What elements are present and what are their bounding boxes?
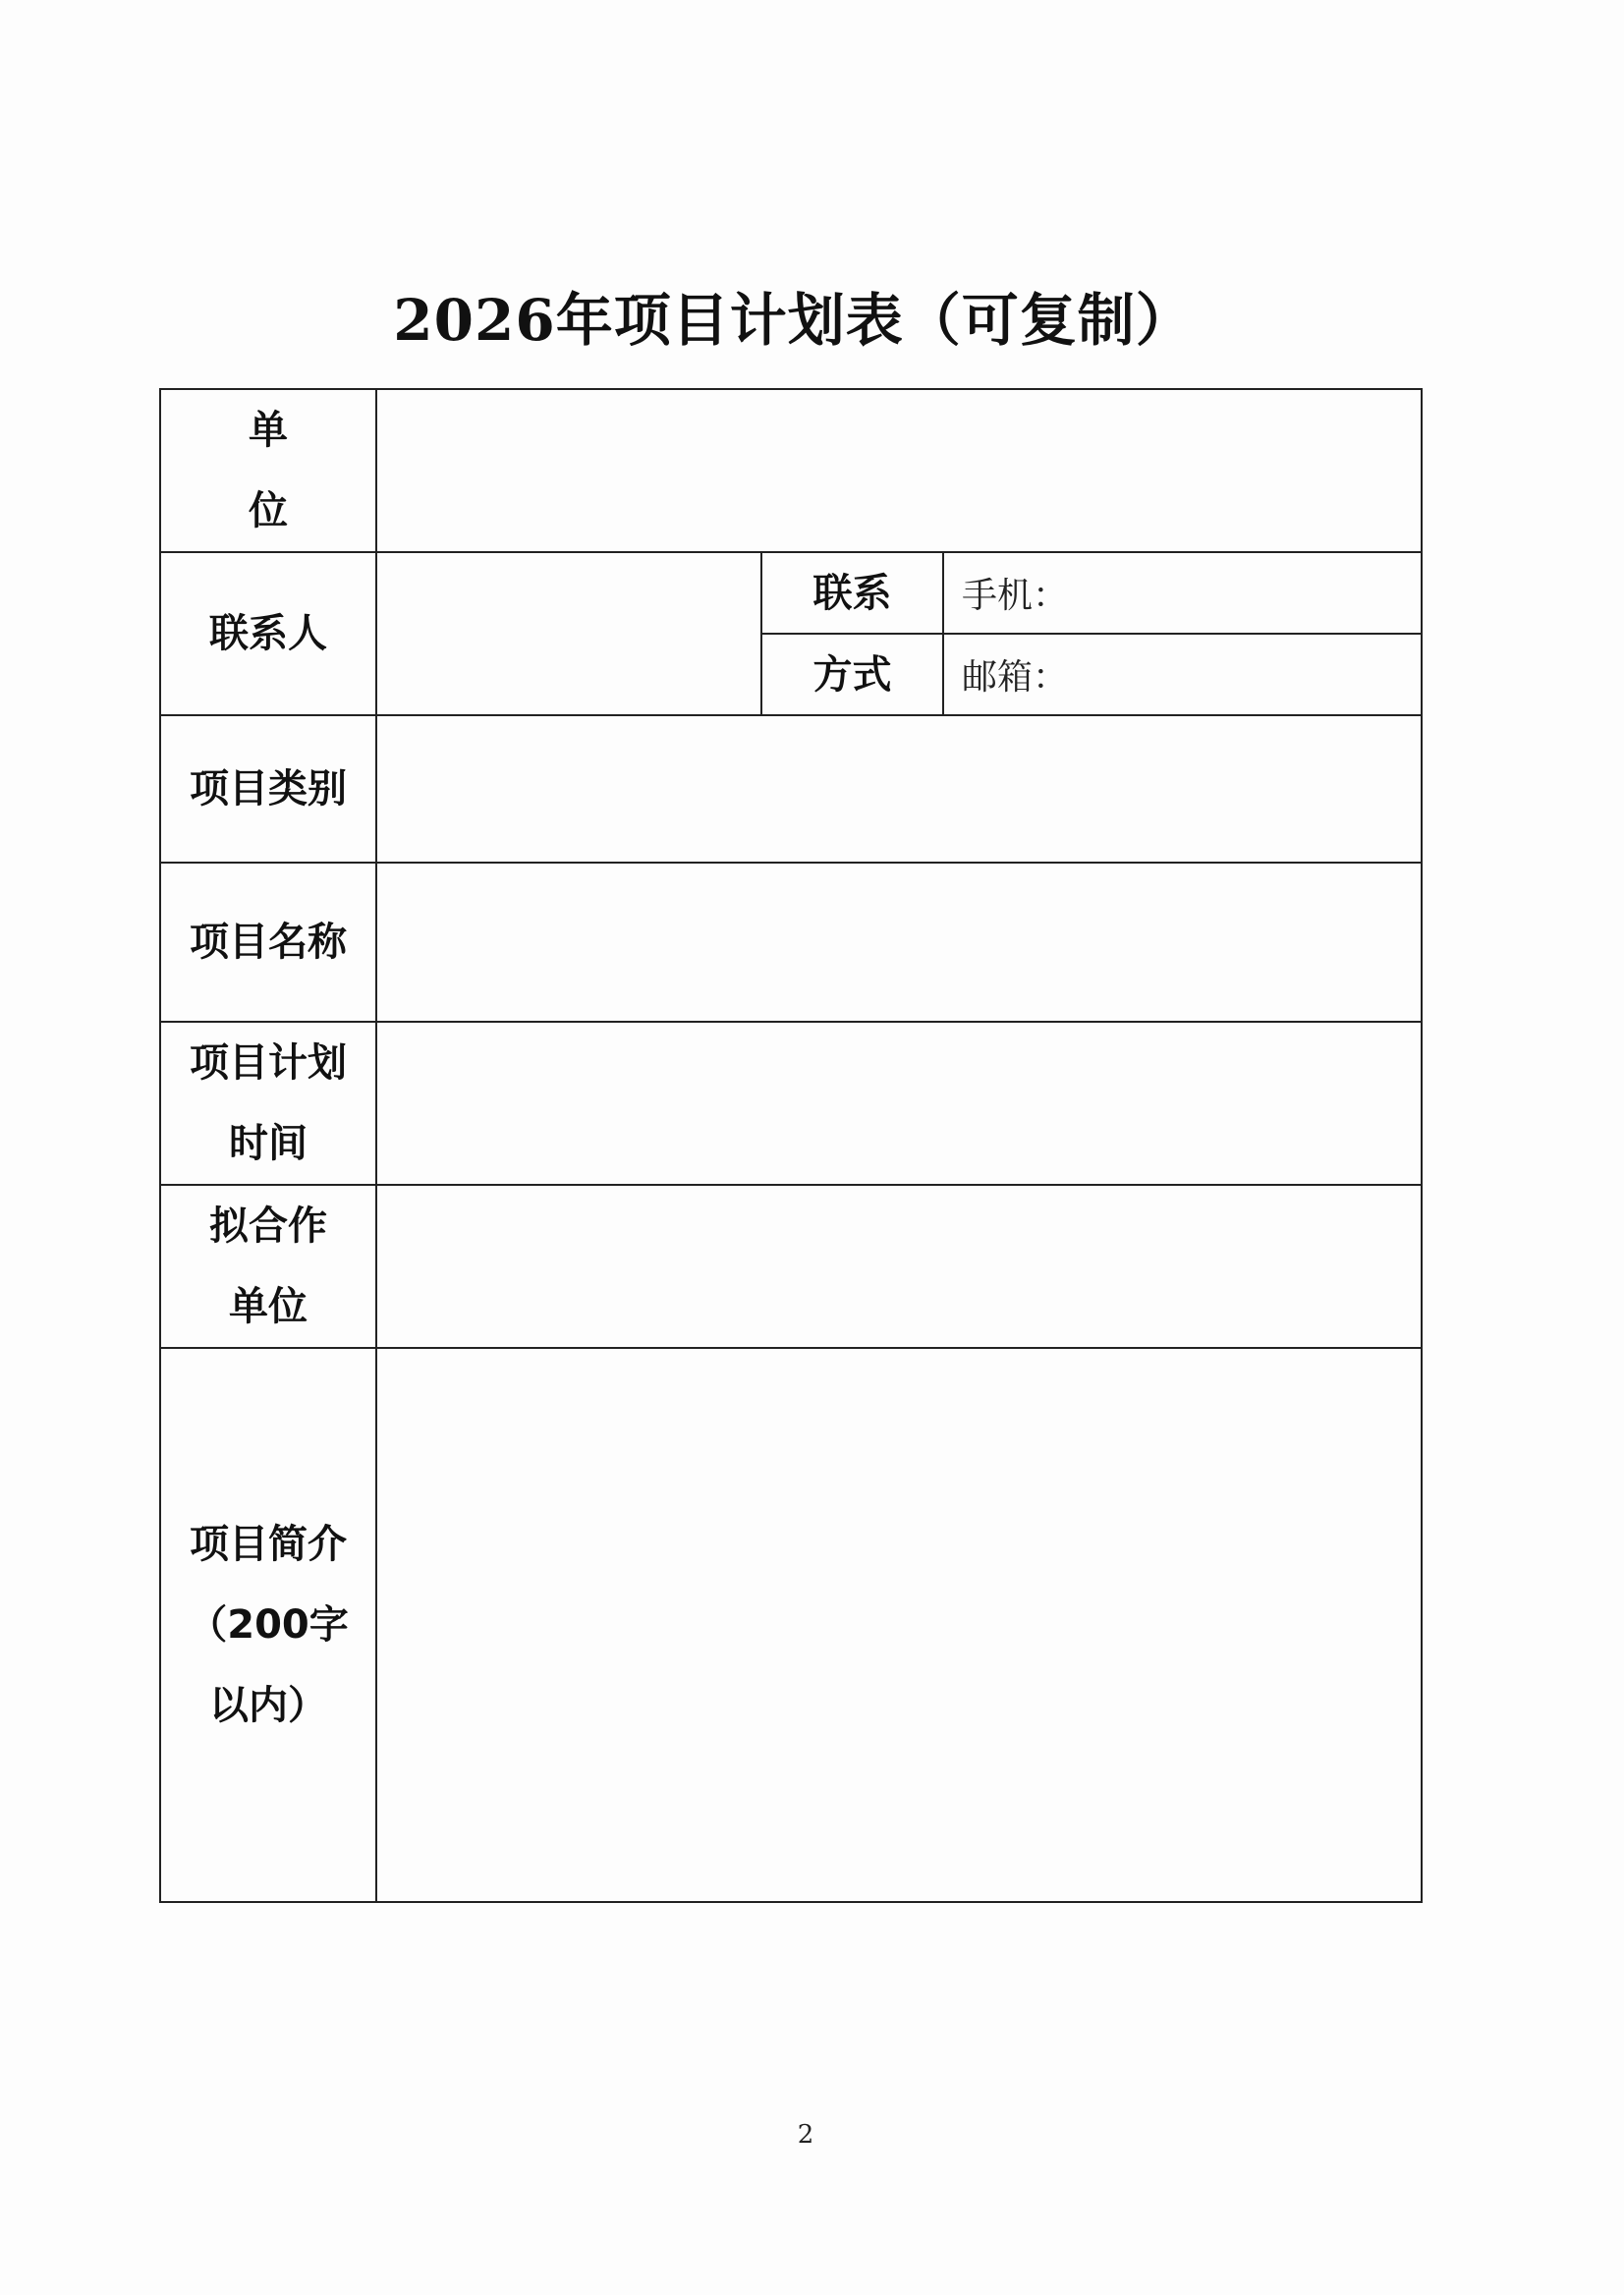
row-partner-unit	[160, 1185, 1422, 1348]
contact-person-field[interactable]	[376, 552, 761, 715]
project-category-label: 项目类别	[160, 715, 376, 863]
project-schedule-field[interactable]	[376, 1022, 1422, 1185]
page-title: 2026年项目计划表（可复制）	[393, 287, 1194, 354]
project-schedule-label-line2: 时间	[229, 1121, 308, 1166]
project-intro-label	[160, 1348, 376, 1902]
project-intro-label-line3: 以内）	[209, 1683, 327, 1728]
contact-method-label-line1: 联系	[761, 552, 943, 634]
unit-label: 单 位	[160, 389, 376, 552]
partner-unit-label	[160, 1185, 376, 1348]
project-intro-label-line2: （200字	[188, 1602, 349, 1648]
email-field[interactable]	[943, 634, 1422, 715]
project-schedule-label	[160, 1022, 376, 1185]
project-plan-form	[159, 388, 1423, 1903]
email-label: 邮箱：	[962, 657, 1069, 698]
phone-field[interactable]	[943, 552, 1422, 634]
partner-unit-field[interactable]	[376, 1185, 1422, 1348]
project-name-label: 项目名称	[160, 863, 376, 1022]
row-project-category	[160, 715, 1422, 863]
project-category-field[interactable]	[376, 715, 1422, 863]
project-intro-field[interactable]	[376, 1348, 1422, 1902]
row-unit	[160, 389, 1422, 552]
row-project-schedule	[160, 1022, 1422, 1185]
row-contact-top	[160, 552, 1422, 634]
contact-person-label: 联系人	[160, 552, 376, 715]
project-intro-label-line1: 项目简介	[190, 1522, 347, 1567]
project-schedule-label-line1: 项目计划	[190, 1040, 347, 1086]
unit-field[interactable]	[376, 389, 1422, 552]
contact-method-label-line2: 方式	[761, 634, 943, 715]
partner-unit-label-line1: 拟合作	[209, 1203, 327, 1249]
row-project-name	[160, 863, 1422, 1022]
phone-label: 手机：	[962, 576, 1069, 616]
project-name-field[interactable]	[376, 863, 1422, 1022]
page-number: 2	[797, 2120, 814, 2150]
row-project-intro	[160, 1348, 1422, 1902]
partner-unit-label-line2: 单位	[229, 1284, 308, 1329]
